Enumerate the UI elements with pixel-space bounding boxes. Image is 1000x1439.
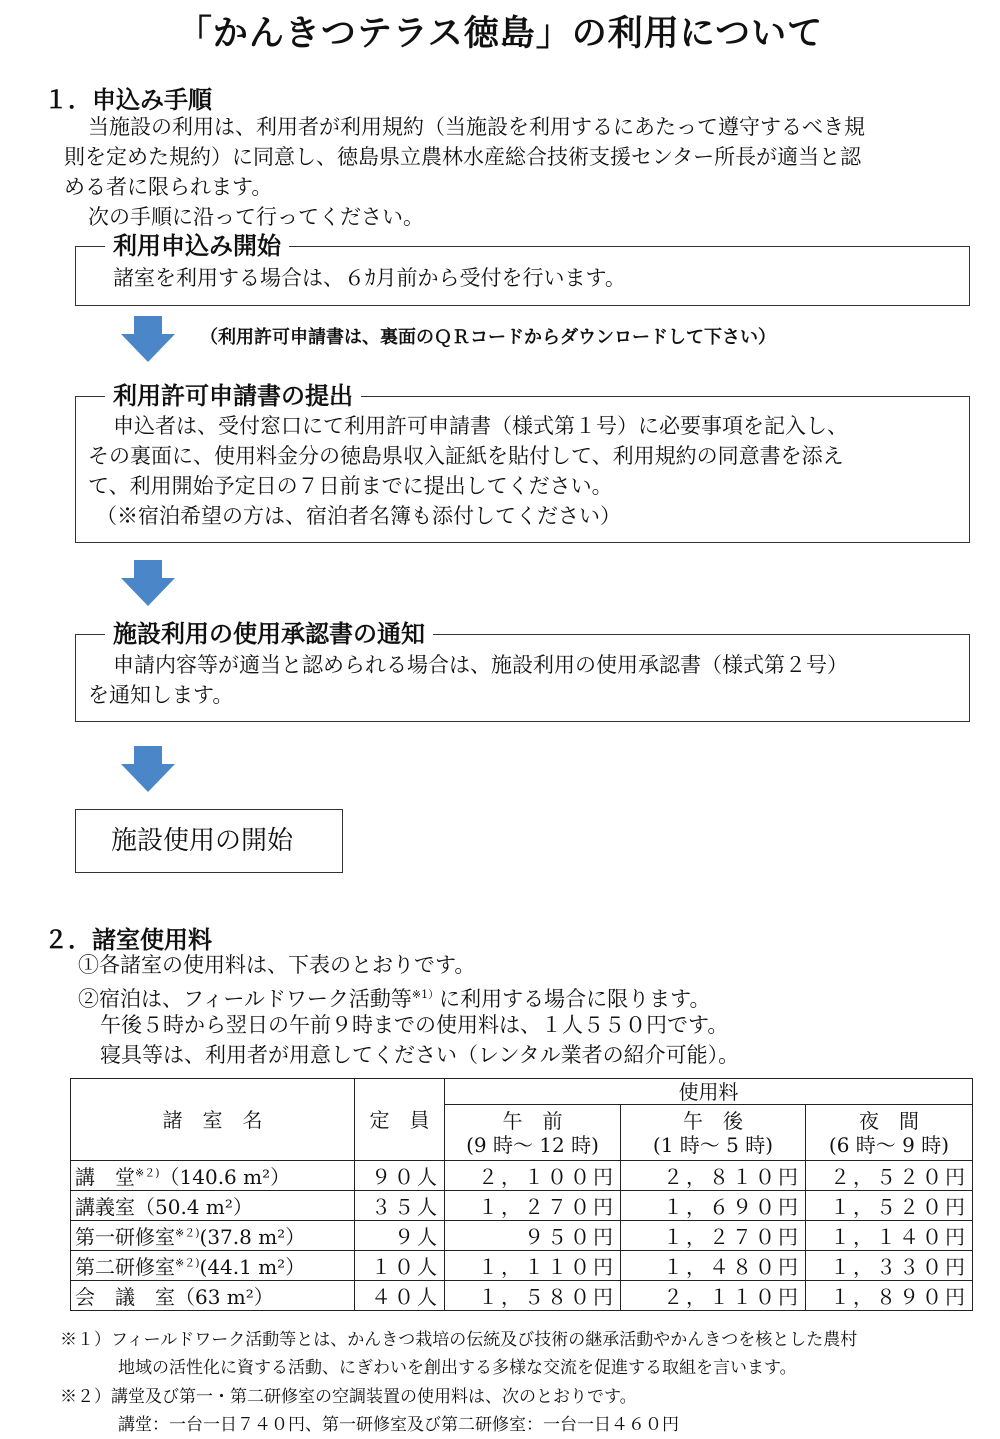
fee-pm: ２，８１０円 (621, 1161, 806, 1191)
room-name: 講義室（50.4 m²） (71, 1191, 355, 1221)
fee-night: １，８９０円 (806, 1281, 973, 1311)
page-title: 「かんきつテラス徳島」の利用について (176, 14, 824, 54)
footnote-1-line-1: ※１）フィールドワーク活動等とは、かんきつ栽培の伝統及び技術の継承活動やかんきつを核とした農村 (60, 1330, 858, 1350)
section1-heading: １．申込み手順 (44, 86, 212, 114)
fee-night: ２，５２０円 (806, 1161, 973, 1191)
room-capacity: ９人 (355, 1221, 445, 1251)
section2-line-2: ②宿泊は、フィールドワーク活動等$^{※1)}$に利用する場合に限ります。 (78, 987, 711, 1011)
arrow-down-icon (121, 316, 175, 362)
fee-am: ２，１００円 (445, 1161, 621, 1191)
arrow-down-icon (121, 560, 175, 606)
step3-line-1: 申請内容等が適当と認められる場合は、施設利用の使用承認書（様式第２号） (113, 653, 848, 677)
col-fee-header: 使用料 (445, 1079, 973, 1105)
col-capacity-header: 定 員 (355, 1079, 445, 1161)
step3-line-2: を通知します。 (88, 683, 234, 707)
table-row (71, 1251, 973, 1281)
fee-pm: １，６９０円 (621, 1191, 806, 1221)
intro-line-3: める者に限られます。 (64, 175, 273, 199)
room-capacity: ４０人 (355, 1281, 445, 1311)
fee-table (70, 1078, 973, 1311)
room-name: 講 堂$^{※2)}$（140.6 m²） (71, 1161, 355, 1191)
step1-title: 利用申込み開始 (105, 231, 289, 261)
room-name: 第一研修室$^{※2)}$(37.8 m²） (71, 1221, 355, 1251)
period-pm-header: 午 後 (1 時～ 5 時) (621, 1105, 806, 1161)
step2-line-4: （※宿泊希望の方は、宿泊者名簿も添付してください） (96, 504, 621, 528)
period-night-header: 夜 間 (6 時～ 9 時) (806, 1105, 973, 1161)
step4-title: 施設使用の開始 (111, 826, 294, 856)
fee-am: １，５８０円 (445, 1281, 621, 1311)
intro-line-2: 則を定めた規約）に同意し、徳島県立農林水産総合技術支援センター所長が適当と認 (64, 145, 862, 169)
fee-pm: １，４８０円 (621, 1251, 806, 1281)
table-row (71, 1221, 973, 1251)
section2-line-3: 午後５時から翌日の午前９時までの使用料は、１人５５０円です。 (100, 1013, 729, 1037)
step1-line-1: 諸室を利用する場合は、６ｶ月前から受付を行います。 (113, 266, 626, 290)
section2-line-1: ①各諸室の使用料は、下表のとおりです。 (78, 953, 476, 977)
footnote-1-line-2: 地域の活性化に資する活動、にぎわいを創出する多様な交流を促進する取組を言います。 (118, 1358, 797, 1378)
fee-night: １，１４０円 (806, 1221, 973, 1251)
table-row (71, 1191, 973, 1221)
arrow-down-icon (121, 746, 175, 792)
intro-line-4: 次の手順に沿って行ってください。 (88, 205, 424, 229)
room-name: 第二研修室$^{※2)}$(44.1 m²） (71, 1251, 355, 1281)
step3-title: 施設利用の使用承認書の通知 (105, 619, 433, 649)
fee-pm: ２，１１０円 (621, 1281, 806, 1311)
intro-line-1: 当施設の利用は、利用者が利用規約（当施設を利用するにあたって遵守するべき規 (88, 115, 865, 139)
room-capacity: １０人 (355, 1251, 445, 1281)
period-am-header: 午 前 (9 時～ 12 時) (445, 1105, 621, 1161)
section2-line-4: 寝具等は、利用者が用意してください（レンタル業者の紹介可能）。 (100, 1043, 740, 1067)
step2-title: 利用許可申請書の提出 (105, 381, 361, 411)
fee-pm: １，２７０円 (621, 1221, 806, 1251)
step2-line-3: て、利用開始予定日の７日前までに提出してください。 (88, 474, 613, 498)
arrow-note: （利用許可申請書は、裏面のＱＲコードからダウンロードして下さい） (200, 327, 776, 348)
fee-night: １，５２０円 (806, 1191, 973, 1221)
table-row (71, 1161, 973, 1191)
room-capacity: ９０人 (355, 1161, 445, 1191)
table-row (71, 1281, 973, 1311)
footnote-2-line-1: ※２）講堂及び第一・第二研修室の空調装置の使用料は、次のとおりです。 (60, 1387, 637, 1407)
footnote-2-line-2: 講堂：一台一日７４０円、第一研修室及び第二研修室：一台一日４６０円 (118, 1415, 679, 1435)
room-capacity: ３５人 (355, 1191, 445, 1221)
room-name: 会 議 室（63 m²） (71, 1281, 355, 1311)
fee-am: １，１１０円 (445, 1251, 621, 1281)
section2-heading: ２．諸室使用料 (44, 926, 212, 954)
fee-night: １，３３０円 (806, 1251, 973, 1281)
fee-am: １，２７０円 (445, 1191, 621, 1221)
step2-line-1: 申込者は、受付窓口にて利用許可申請書（様式第１号）に必要事項を記入し、 (113, 414, 848, 438)
col-room-header: 諸 室 名 (71, 1079, 355, 1161)
step2-line-2: その裏面に、使用料金分の徳島県収入証紙を貼付して、利用規約の同意書を添え (88, 444, 844, 468)
fee-am: ９５０円 (445, 1221, 621, 1251)
